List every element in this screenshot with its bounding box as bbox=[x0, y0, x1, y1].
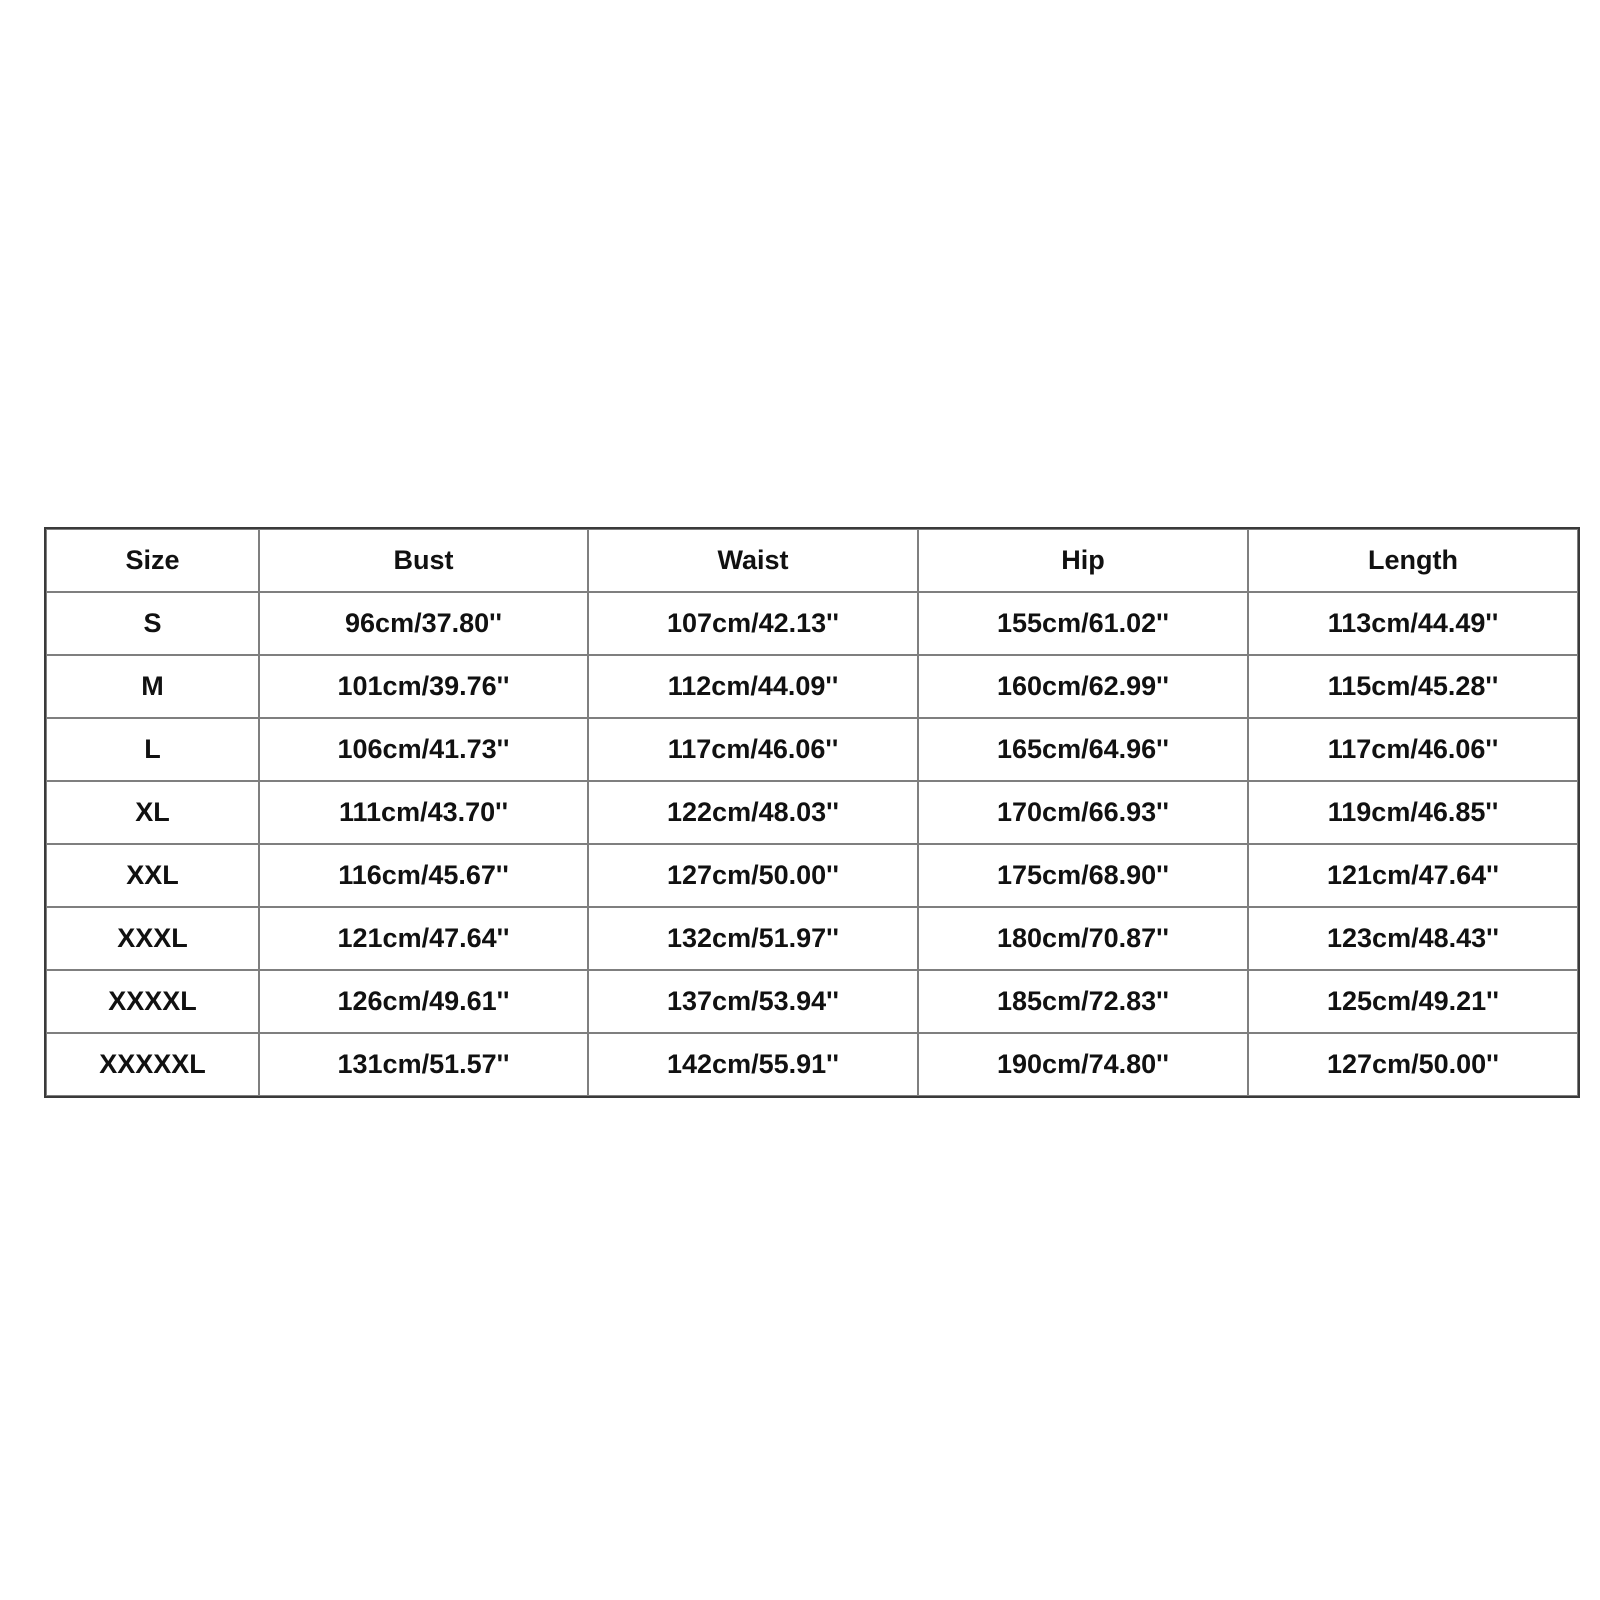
header-waist: Waist bbox=[588, 529, 918, 592]
size-cell: L bbox=[46, 718, 259, 781]
size-cell: XXXL bbox=[46, 907, 259, 970]
waist-cell: 122cm/48.03'' bbox=[588, 781, 918, 844]
length-cell: 125cm/49.21'' bbox=[1248, 970, 1578, 1033]
size-cell: XXXXL bbox=[46, 970, 259, 1033]
hip-cell: 180cm/70.87'' bbox=[918, 907, 1248, 970]
bust-cell: 101cm/39.76'' bbox=[259, 655, 588, 718]
bust-cell: 96cm/37.80'' bbox=[259, 592, 588, 655]
waist-cell: 137cm/53.94'' bbox=[588, 970, 918, 1033]
size-cell: XXXXXL bbox=[46, 1033, 259, 1096]
length-cell: 113cm/44.49'' bbox=[1248, 592, 1578, 655]
hip-cell: 175cm/68.90'' bbox=[918, 844, 1248, 907]
length-cell: 123cm/48.43'' bbox=[1248, 907, 1578, 970]
header-bust: Bust bbox=[259, 529, 588, 592]
table-row bbox=[46, 718, 1578, 781]
hip-cell: 185cm/72.83'' bbox=[918, 970, 1248, 1033]
table-row bbox=[46, 592, 1578, 655]
bust-cell: 121cm/47.64'' bbox=[259, 907, 588, 970]
bust-cell: 116cm/45.67'' bbox=[259, 844, 588, 907]
size-cell: M bbox=[46, 655, 259, 718]
hip-cell: 190cm/74.80'' bbox=[918, 1033, 1248, 1096]
size-chart-table bbox=[45, 528, 1579, 1097]
waist-cell: 117cm/46.06'' bbox=[588, 718, 918, 781]
length-cell: 121cm/47.64'' bbox=[1248, 844, 1578, 907]
hip-cell: 170cm/66.93'' bbox=[918, 781, 1248, 844]
hip-cell: 160cm/62.99'' bbox=[918, 655, 1248, 718]
bust-cell: 111cm/43.70'' bbox=[259, 781, 588, 844]
waist-cell: 107cm/42.13'' bbox=[588, 592, 918, 655]
table-header-row bbox=[46, 529, 1578, 592]
size-cell: XL bbox=[46, 781, 259, 844]
length-cell: 117cm/46.06'' bbox=[1248, 718, 1578, 781]
table-row bbox=[46, 844, 1578, 907]
size-cell: XXL bbox=[46, 844, 259, 907]
waist-cell: 142cm/55.91'' bbox=[588, 1033, 918, 1096]
table-row bbox=[46, 1033, 1578, 1096]
bust-cell: 131cm/51.57'' bbox=[259, 1033, 588, 1096]
hip-cell: 155cm/61.02'' bbox=[918, 592, 1248, 655]
length-cell: 127cm/50.00'' bbox=[1248, 1033, 1578, 1096]
hip-cell: 165cm/64.96'' bbox=[918, 718, 1248, 781]
header-hip: Hip bbox=[918, 529, 1248, 592]
length-cell: 119cm/46.85'' bbox=[1248, 781, 1578, 844]
waist-cell: 112cm/44.09'' bbox=[588, 655, 918, 718]
bust-cell: 126cm/49.61'' bbox=[259, 970, 588, 1033]
waist-cell: 132cm/51.97'' bbox=[588, 907, 918, 970]
header-size: Size bbox=[46, 529, 259, 592]
table-row bbox=[46, 970, 1578, 1033]
table-row bbox=[46, 781, 1578, 844]
table-row bbox=[46, 655, 1578, 718]
length-cell: 115cm/45.28'' bbox=[1248, 655, 1578, 718]
waist-cell: 127cm/50.00'' bbox=[588, 844, 918, 907]
table-row bbox=[46, 907, 1578, 970]
header-length: Length bbox=[1248, 529, 1578, 592]
size-cell: S bbox=[46, 592, 259, 655]
bust-cell: 106cm/41.73'' bbox=[259, 718, 588, 781]
